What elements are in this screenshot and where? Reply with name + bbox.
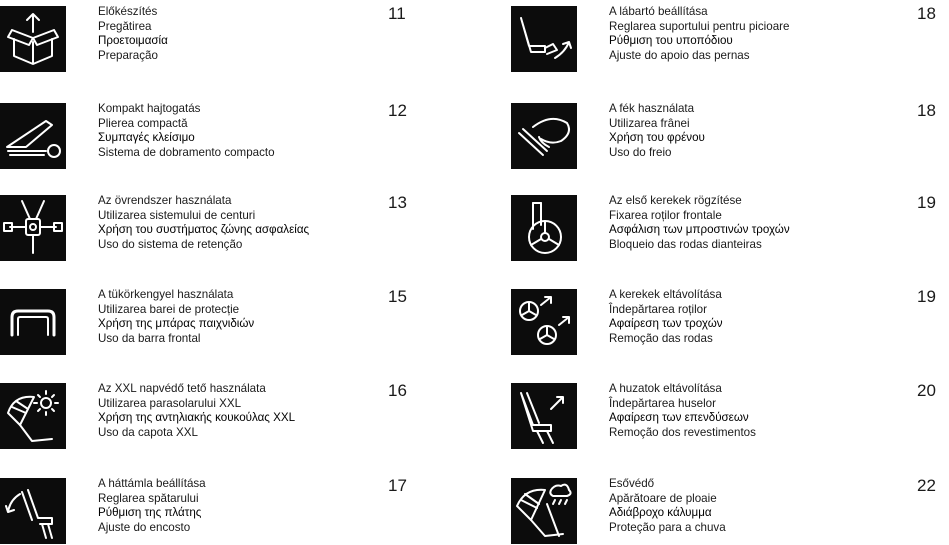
title-hu: A kerekek eltávolítása [609, 288, 722, 301]
backrest-recline-icon [0, 478, 66, 544]
title-hu: Az XXL napvédő tető használata [98, 382, 266, 395]
toc-entry[interactable] [0, 195, 440, 261]
title-pt: Sistema de dobramento compacto [98, 145, 275, 159]
page-number: 16 [388, 381, 407, 400]
wheel-removal-icon [511, 289, 577, 355]
leg-rest-icon [511, 6, 577, 72]
toc-entry[interactable] [511, 6, 949, 72]
box-unpack-icon [0, 6, 66, 72]
title-hu: Az első kerekek rögzítése [609, 194, 742, 207]
title-ro: Apărătoare de ploaie [609, 491, 717, 505]
title-el: Ρύθμιση της πλάτης [98, 506, 202, 520]
toc-entry[interactable] [0, 103, 440, 169]
title-el: Συμπαγές κλείσιμο [98, 131, 195, 145]
title-el: Αφαίρεση των επενδύσεων [609, 411, 749, 425]
title-ro: Utilizarea frânei [609, 116, 690, 130]
title-hu: Kompakt hajtogatás [98, 102, 201, 115]
front-wheel-lock-icon [511, 195, 577, 261]
title-ro: Îndepărtarea roților [609, 302, 707, 316]
page-number: 13 [388, 193, 407, 212]
sun-canopy-icon [0, 383, 66, 449]
page-number: 11 [388, 4, 406, 23]
title-hu: Az övrendszer használata [98, 194, 232, 207]
title-ro: Utilizarea parasolarului XXL [98, 396, 242, 410]
toc-entry[interactable] [511, 383, 949, 449]
title-ro: Fixarea roților frontale [609, 208, 722, 222]
title-ro: Îndepărtarea huselor [609, 396, 716, 410]
title-ro: Utilizarea sistemului de centuri [98, 208, 256, 222]
title-hu: A fék használata [609, 102, 695, 115]
title-ro: Reglarea suportului pentru picioare [609, 19, 790, 33]
title-pt: Proteção para a chuva [609, 520, 726, 534]
title-pt: Remoção das rodas [609, 331, 713, 345]
title-pt: Uso do freio [609, 145, 672, 159]
title-el: Ασφάλιση των μπροστινών τροχών [609, 223, 790, 237]
title-el: Αφαίρεση των τροχών [609, 317, 723, 331]
toc-entry[interactable] [0, 289, 440, 355]
toc-entry[interactable] [511, 103, 949, 169]
brake-pedal-icon [511, 103, 577, 169]
title-hu: Esővédő [609, 477, 655, 490]
toc-entry[interactable] [511, 195, 949, 261]
title-pt: Ajuste do apoio das pernas [609, 48, 750, 62]
title-el: Αδιάβροχο κάλυμμα [609, 506, 712, 520]
title-pt: Uso da barra frontal [98, 331, 201, 345]
title-el: Χρήση της αντηλιακής κουκούλας XXL [98, 411, 296, 425]
title-pt: Remoção dos revestimentos [609, 425, 756, 439]
title-hu: Előkészítés [98, 5, 158, 18]
title-el: Ρύθμιση του υποπόδιου [609, 34, 733, 48]
page-number: 15 [388, 287, 407, 306]
harness-icon [0, 195, 66, 261]
page-number: 18 [917, 101, 936, 120]
title-el: Χρήση του φρένου [609, 131, 705, 145]
page-number: 20 [917, 381, 936, 400]
toc-entry[interactable] [0, 6, 440, 72]
bumper-bar-icon [0, 289, 66, 355]
rain-cover-icon [511, 478, 577, 544]
title-ro: Plierea compactă [98, 116, 188, 130]
title-pt: Uso da capota XXL [98, 425, 198, 439]
title-el: Χρήση του συστήματος ζώνης ασφαλείας [98, 223, 310, 237]
page-number: 19 [917, 287, 936, 306]
page-number: 19 [917, 193, 936, 212]
title-pt: Bloqueio das rodas dianteiras [609, 237, 762, 251]
title-hu: A huzatok eltávolítása [609, 382, 722, 395]
title-el: Προετοιμασία [98, 34, 168, 48]
cover-removal-icon [511, 383, 577, 449]
title-hu: A háttámla beállítása [98, 477, 206, 490]
title-pt: Ajuste do encosto [98, 520, 191, 534]
toc-entry[interactable] [511, 289, 949, 355]
compact-fold-icon [0, 103, 66, 169]
page-number: 17 [388, 476, 407, 495]
title-pt: Uso do sistema de retenção [98, 237, 243, 251]
title-el: Χρήση της μπάρας παιχνιδιών [98, 317, 255, 331]
title-pt: Preparação [98, 48, 158, 62]
page-number: 22 [917, 476, 936, 495]
page-number: 18 [917, 4, 936, 23]
page-number: 12 [388, 101, 407, 120]
title-ro: Pregătirea [98, 19, 152, 33]
toc-entry[interactable] [511, 478, 949, 544]
title-hu: A tükörkengyel használata [98, 288, 234, 301]
title-ro: Utilizarea barei de protecție [98, 302, 240, 316]
toc-entry[interactable] [0, 383, 440, 449]
toc-entry[interactable] [0, 478, 440, 544]
title-hu: A lábartó beállítása [609, 5, 708, 18]
title-ro: Reglarea spătarului [98, 491, 199, 505]
